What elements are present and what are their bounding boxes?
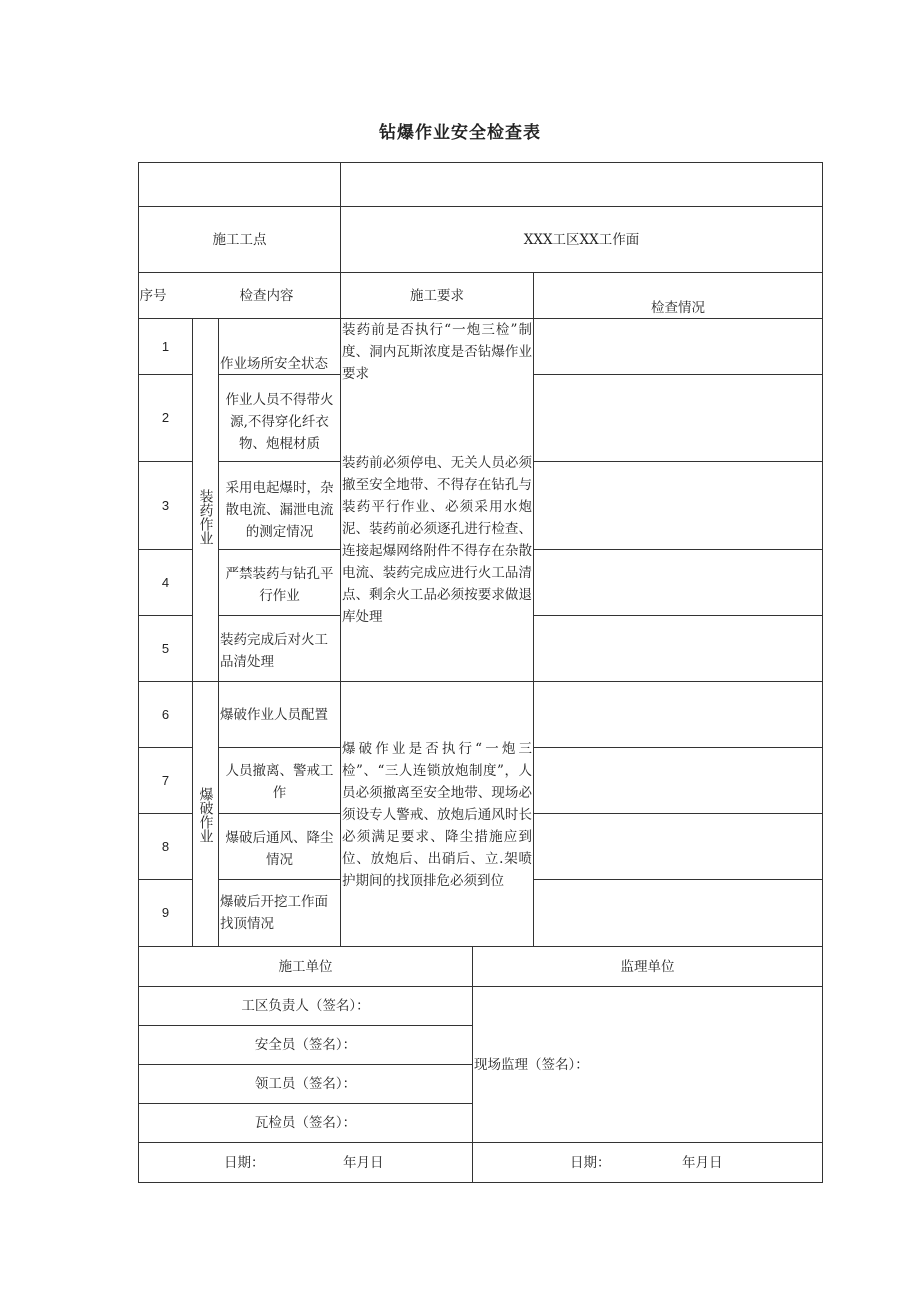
table-line bbox=[533, 461, 823, 462]
row-number: 3 bbox=[161, 497, 170, 513]
requirement-text: 装药前是否执行“一炮三检”制度、洞内瓦斯浓度是否钻爆作业要求 bbox=[342, 322, 532, 382]
table-line bbox=[138, 162, 823, 163]
sign-gas-inspector: 瓦检员（签名）： bbox=[254, 1115, 357, 1131]
check-content: 人员撤离、警戒工作 bbox=[225, 762, 334, 801]
sign-safety-officer: 安全员（签名）： bbox=[254, 1037, 357, 1053]
site-label: 施工工点 bbox=[212, 231, 267, 248]
table-line bbox=[822, 162, 823, 1183]
requirement-text: 爆破作业是否执行“一炮三检”、“三人连锁放炮制度”，人员必须撤离至安全地带、现场必须设专人警戒、放炮后通风时长必须满足要求、降尘措施应到位、放炮后、出硝后、立.架喷护期间的找顶排危必须到位 bbox=[342, 741, 532, 889]
date-label: 日期： bbox=[570, 1154, 611, 1171]
table-line bbox=[138, 1182, 823, 1183]
row-number: 2 bbox=[161, 410, 170, 425]
sign-area-chief: 工区负责人（签名）： bbox=[241, 998, 370, 1014]
check-content: 采用电起爆时，杂散电流、漏泄电流的测定情况 bbox=[225, 479, 334, 540]
construction-unit-label: 施工单位 bbox=[278, 958, 333, 975]
page-title: 钻爆作业安全检查表 bbox=[379, 123, 541, 143]
group-label-blasting: 爆破作业 bbox=[197, 787, 214, 843]
check-content: 严禁装药与钻孔平行作业 bbox=[225, 565, 334, 604]
row-number: 5 bbox=[161, 640, 170, 656]
row-number: 4 bbox=[161, 574, 170, 590]
table-line bbox=[533, 549, 823, 550]
row-number: 8 bbox=[161, 838, 170, 854]
check-content: 作业人员不得带火源,不得穿化纤衣物、炮棍材质 bbox=[225, 392, 334, 452]
table-line bbox=[533, 879, 823, 880]
table-line bbox=[192, 318, 193, 947]
row-number: 1 bbox=[161, 338, 170, 354]
row-number: 6 bbox=[161, 706, 170, 722]
col-header-status: 检查情况 bbox=[651, 300, 705, 316]
supervision-unit-label: 监理单位 bbox=[620, 958, 675, 975]
table-line bbox=[533, 272, 534, 947]
table-line bbox=[533, 747, 823, 748]
table-line bbox=[533, 813, 823, 814]
check-content: 装药完成后对火工品清处理 bbox=[220, 631, 328, 670]
date-label: 日期： bbox=[224, 1154, 265, 1171]
table-line bbox=[533, 374, 823, 375]
col-header-no: 序号 bbox=[139, 287, 167, 304]
date-format: 年月日 bbox=[343, 1154, 384, 1171]
check-content: 作业场所安全状态 bbox=[220, 356, 328, 372]
check-content: 爆破后通风、降尘情况 bbox=[225, 829, 334, 868]
check-content: 爆破作业人员配置 bbox=[220, 706, 328, 723]
row-number: 9 bbox=[161, 905, 170, 920]
group-label-charging: 装药作业 bbox=[197, 489, 214, 545]
date-format: 年月日 bbox=[682, 1154, 723, 1171]
sign-site-supervisor: 现场监理（签名）： bbox=[474, 1057, 589, 1073]
col-header-requirement: 施工要求 bbox=[410, 287, 464, 304]
site-value: XXX工区XX工作面 bbox=[523, 231, 640, 248]
requirement-text: 装药前必须停电、无关人员必须撤至安全地带、不得存在钻孔与装药平行作业、必须采用水炮泥、装药前必须逐孔进行检查、连接起爆网络附件不得存在杂散电流、装药完成应进行火工品清点、剩余火工品必须按要求做退库处理 bbox=[342, 455, 532, 625]
table-line bbox=[533, 615, 823, 616]
row-number: 7 bbox=[161, 772, 170, 788]
check-content: 爆破后开挖工作面找顶情况 bbox=[220, 894, 328, 932]
sign-foreman: 领工员（签名）： bbox=[254, 1076, 357, 1092]
col-header-content: 检查内容 bbox=[239, 287, 294, 304]
